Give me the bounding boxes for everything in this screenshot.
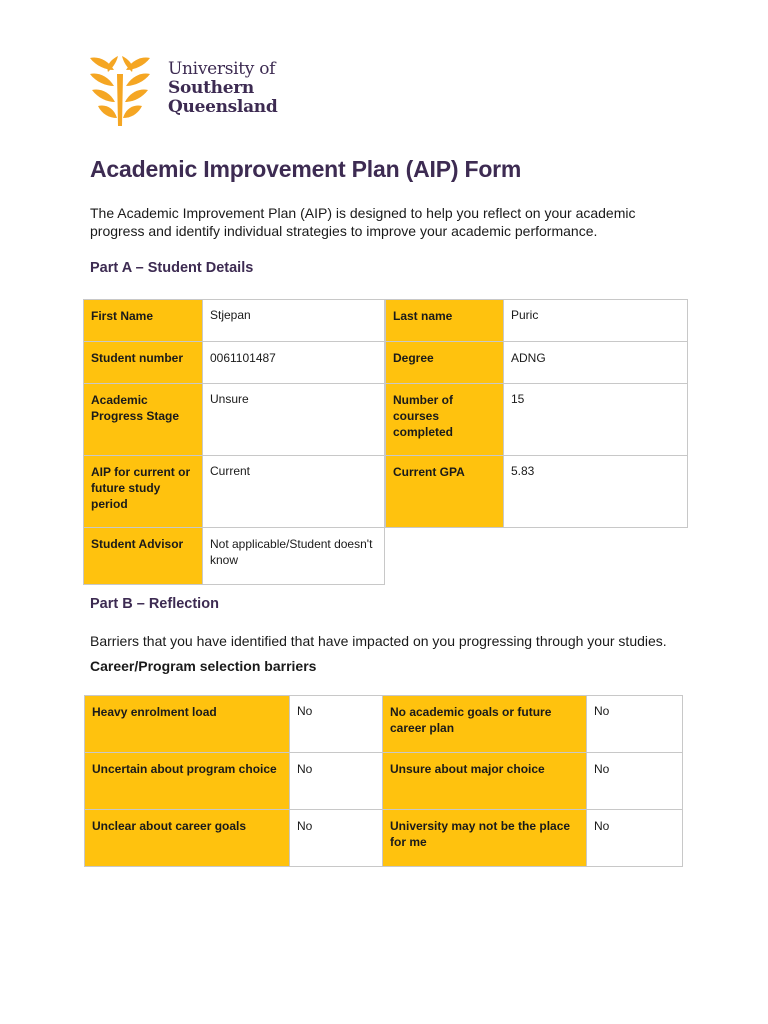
value-student-advisor[interactable]: Not applicable/Student doesn't know: [202, 527, 385, 585]
part-a-heading: Part A – Student Details: [90, 260, 254, 276]
logo-emblem-icon: [88, 52, 152, 128]
part-b-heading: Part B – Reflection: [90, 596, 219, 612]
value-heavy-enrolment-load[interactable]: No: [289, 695, 383, 753]
value-academic-progress-stage[interactable]: Unsure: [202, 383, 385, 456]
value-number-of-courses[interactable]: 15: [503, 383, 688, 456]
label-current-gpa: Current GPA: [385, 455, 504, 528]
value-unclear-career-goals[interactable]: No: [289, 809, 383, 867]
label-aip-study-period: AIP for current or future study period: [83, 455, 203, 528]
label-academic-progress-stage: Academic Progress Stage: [83, 383, 203, 456]
value-degree[interactable]: ADNG: [503, 341, 688, 384]
label-university-not-place: University may not be the place for me: [382, 809, 587, 867]
logo-line-southern: Southern: [168, 78, 254, 98]
value-first-name[interactable]: Stjepan: [202, 299, 385, 342]
label-student-advisor: Student Advisor: [83, 527, 203, 585]
label-first-name: First Name: [83, 299, 203, 342]
label-unsure-major-choice: Unsure about major choice: [382, 752, 587, 810]
value-unsure-major-choice[interactable]: No: [586, 752, 683, 810]
logo-line-queensland: Queensland: [168, 97, 278, 117]
label-no-academic-goals: No academic goals or future career plan: [382, 695, 587, 753]
intro-paragraph: The Academic Improvement Plan (AIP) is designed to help you reflect on your academic progress and identify individual strategies to improve your academic performance.: [90, 205, 636, 239]
value-university-not-place[interactable]: No: [586, 809, 683, 867]
value-uncertain-program-choice[interactable]: No: [289, 752, 383, 810]
label-last-name: Last name: [385, 299, 504, 342]
logo-line-university-of: University of: [168, 59, 276, 79]
label-uncertain-program-choice: Uncertain about program choice: [84, 752, 290, 810]
label-number-of-courses: Number of courses completed: [385, 383, 504, 456]
career-barriers-heading: Career/Program selection barriers: [90, 658, 317, 674]
label-unclear-career-goals: Unclear about career goals: [84, 809, 290, 867]
university-logo: [88, 52, 278, 130]
value-student-number[interactable]: 0061101487: [202, 341, 385, 384]
value-aip-study-period[interactable]: Current: [202, 455, 385, 528]
label-heavy-enrolment-load: Heavy enrolment load: [84, 695, 290, 753]
label-student-number: Student number: [83, 341, 203, 384]
value-last-name[interactable]: Puric: [503, 299, 688, 342]
value-no-academic-goals[interactable]: No: [586, 695, 683, 753]
barriers-intro: Barriers that you have identified that have impacted on you progressing through your studies.: [90, 633, 667, 649]
label-degree: Degree: [385, 341, 504, 384]
page-title: Academic Improvement Plan (AIP) Form: [90, 156, 522, 182]
value-current-gpa[interactable]: 5.83: [503, 455, 688, 528]
